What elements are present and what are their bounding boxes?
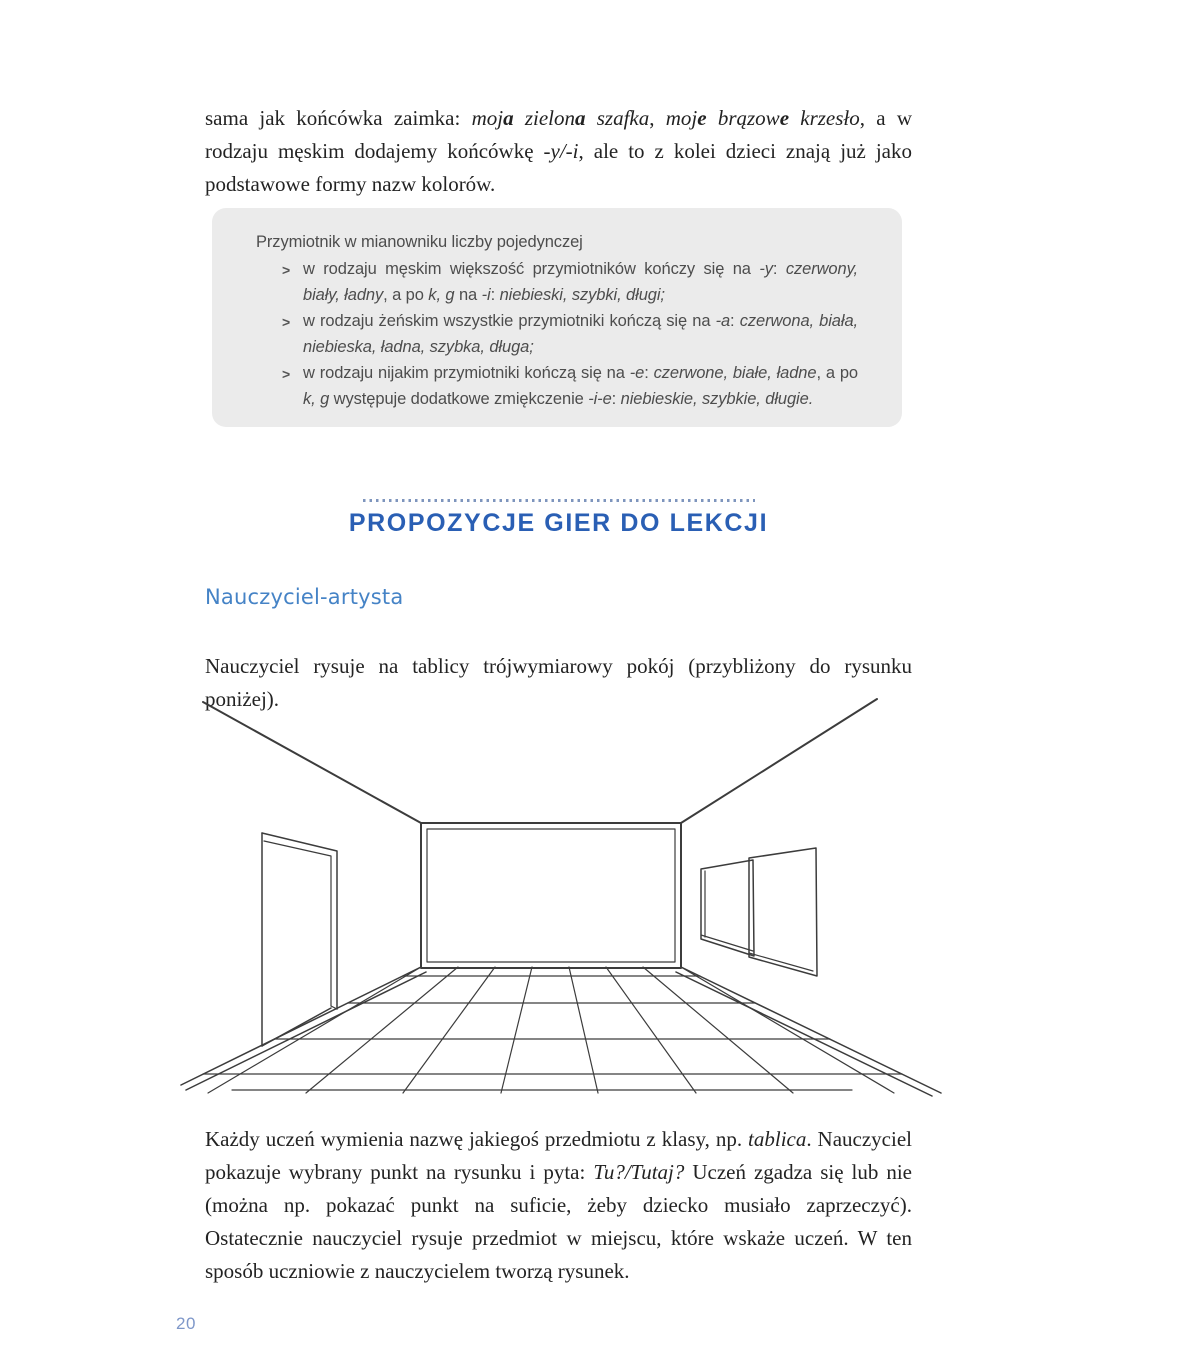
chevron-bullet-icon: > xyxy=(282,262,291,278)
intro-paragraph: sama jak końcówka zaimka: moja zielona szafka, moje brązowe krzesło, a w rodzaju męskim dodajemy końcówkę -y/-i, ale to z kolei dzieci znają już jako podstawowe formy nazw kolorów. xyxy=(205,106,912,196)
baseboards xyxy=(181,967,941,1096)
section-heading: PROPOZYCJE GIER DO LEKCJI xyxy=(348,509,769,537)
chevron-bullet-icon: > xyxy=(282,314,291,330)
room-figure xyxy=(178,694,946,1100)
grammar-bullet xyxy=(282,256,858,308)
chevron-bullet-icon: > xyxy=(282,366,291,382)
grammar-bullet-text: w rodzaju męskim większość przymiotników kończy się na -y: czerwony, biały, ładny, a po k, g na -i: niebieski, szybki, długi; xyxy=(303,260,858,304)
conclusion-paragraph: Każdy uczeń wymienia nazwę jakiegoś przedmiotu z klasy, np. tablica. Nauczyciel pokazuje wybrany punkt na rysunku i pyta: Tu?/Tutaj? Uczeń zgadza się lub nie (można np. pokazać punkt na suficie, żeby dziecko musiało zaprzeczyć). Ostatecznie nauczyciel rysuje przedmiot w miejscu, które wskaże uczeń. W ten sposób uczniowie z nauczycielem tworzą rysunek. xyxy=(205,1127,913,1283)
dotted-divider xyxy=(363,499,755,502)
back-wall xyxy=(421,823,681,968)
grammar-box xyxy=(212,208,902,427)
room-perspective-drawing xyxy=(178,694,946,1100)
activity-description: Nauczyciel rysuje na tablicy trójwymiarowy pokój (przybliżony do rysunku poniżej). xyxy=(205,654,912,711)
grammar-bullet-text: w rodzaju nijakim przymiotniki kończą się na -e: czerwone, białe, ładne, a po k, g występuje dodatkowe zmiękczenie -i-e: niebieskie, szybkie, długie. xyxy=(303,364,858,408)
grammar-bullet xyxy=(282,360,858,412)
window xyxy=(701,848,817,976)
grammar-bullet xyxy=(282,308,858,360)
page-number: 20 xyxy=(176,1314,196,1333)
grammar-box-title: Przymiotnik w mianowniku liczby pojedynczej xyxy=(256,233,583,251)
activity-subheading: Nauczyciel-artysta xyxy=(205,585,404,609)
section-header xyxy=(205,499,912,538)
ceiling-lines xyxy=(203,699,877,823)
grammar-bullet-text: w rodzaju żeńskim wszystkie przymiotniki kończą się na -a: czerwona, biała, niebieska, ładna, szybka, długa; xyxy=(303,312,859,356)
